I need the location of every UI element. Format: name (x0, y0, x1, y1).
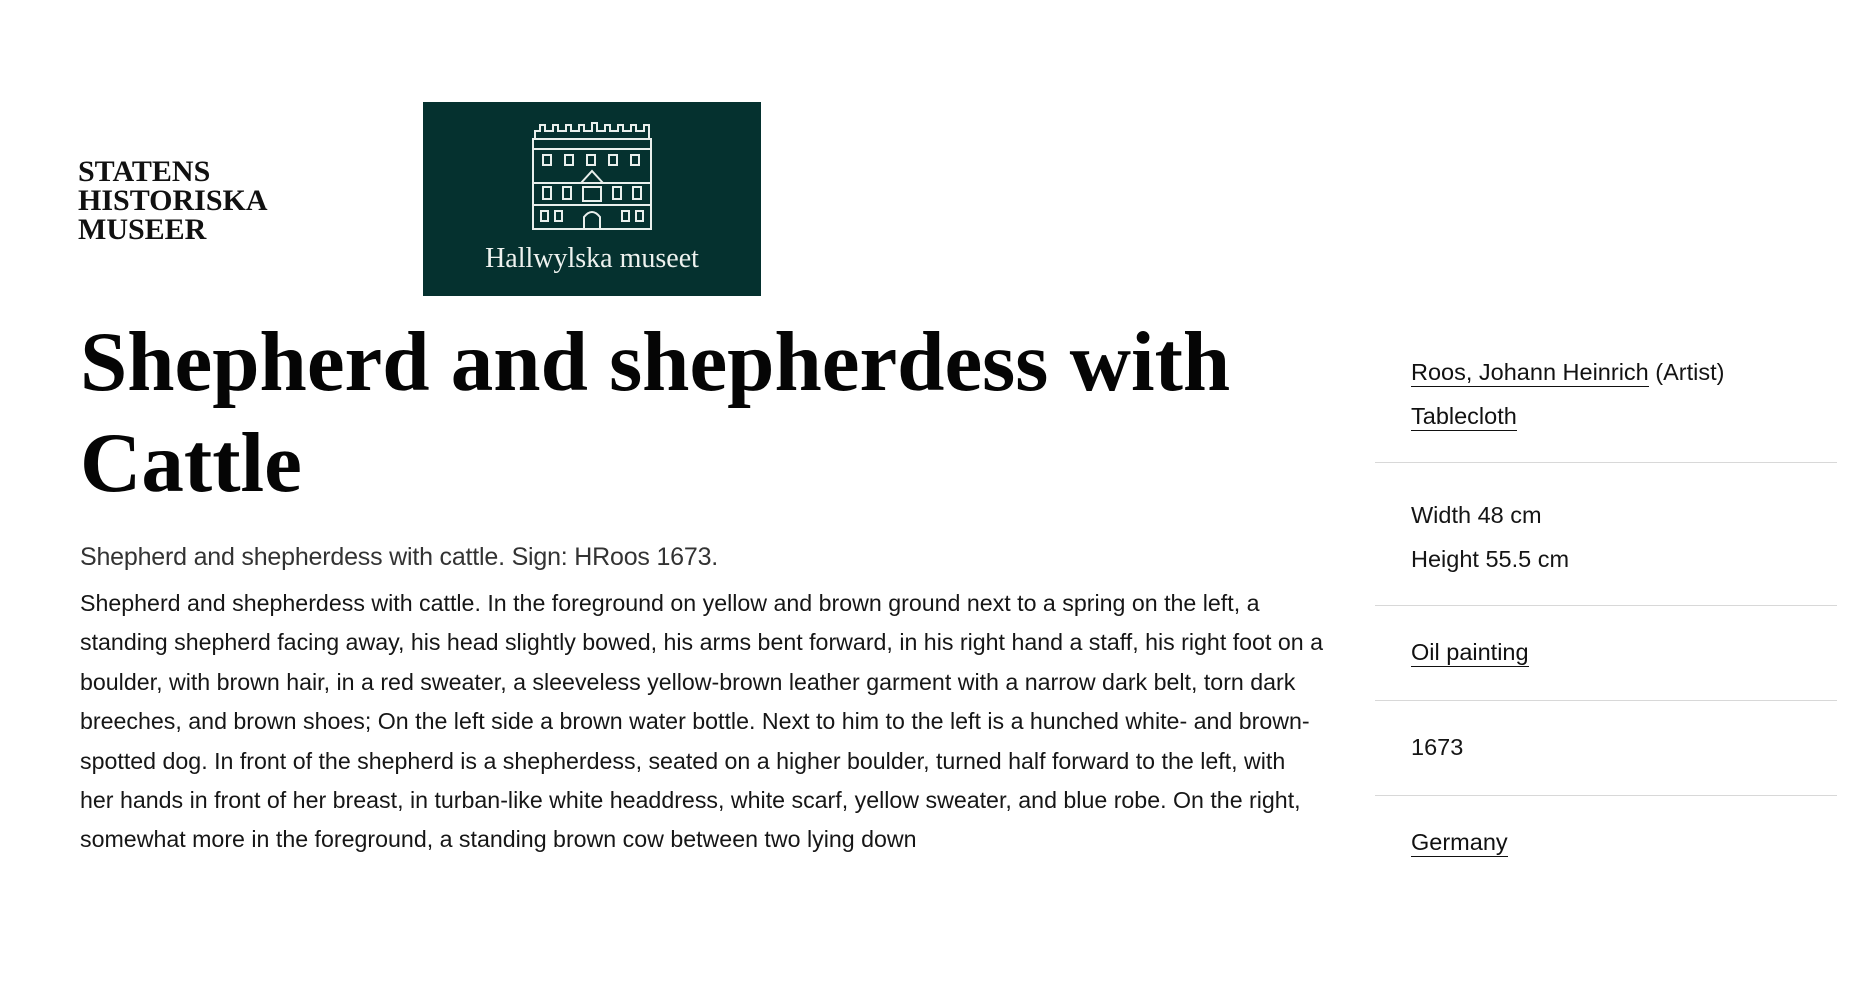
object-description: Shepherd and shepherdess with cattle. In the foreground on yellow and brown ground next to a spring on the left, a standing shepherd facing away, his head slightly bowed, his arms bent forward, in his right hand a staff, his right foot on a boulder, with brown hair, in a red sweater, a sleeveless yellow-brown leather garment with a narrow dark belt, torn dark breeches, and brown shoes; On the left side a brown water bottle. Next to him to the left is a hunched white- and brown-spotted dog. In front of the shepherd is a shepherdess, seated on a higher boulder, turned half forward to the left, with her hands in front of her breast, in turban-like white headdress, white scarf, yellow sweater, and blue robe. On the right, somewhat more in the foreground, a standing brown cow between two lying down (80, 590, 1323, 853)
hallwylska-museet-badge[interactable] (423, 102, 761, 296)
date-value: 1673 (1411, 734, 1464, 760)
dimensions-section (1375, 463, 1837, 606)
technique-link[interactable]: Oil painting (1411, 639, 1529, 665)
date-section (1375, 701, 1837, 796)
creator-role: (Artist) (1655, 359, 1725, 385)
place-row (1411, 826, 1837, 858)
logo-line-3: MUSEER (78, 213, 207, 246)
creator-section (1375, 350, 1837, 463)
logo-line-1: STATENS (78, 155, 211, 188)
object-metadata-sidebar (1375, 350, 1837, 868)
technique-row (1411, 636, 1837, 668)
creator-link[interactable]: Roos, Johann Heinrich (1411, 359, 1649, 385)
place-section (1375, 796, 1837, 868)
technique-section (1375, 606, 1837, 701)
logo-line-2: HISTORISKA (78, 184, 268, 217)
width-value: Width 48 cm (1411, 502, 1542, 528)
statens-historiska-museer-logo[interactable] (78, 157, 268, 244)
museum-building-icon (529, 121, 655, 233)
object-subtitle: Shepherd and shepherdess with cattle. Sign: HRoos 1673. (80, 543, 719, 571)
page-title: Shepherd and shepherdess with Cattle (80, 315, 1231, 510)
museum-badge-label: Hallwylska museet (485, 243, 699, 274)
category-row (1411, 400, 1837, 432)
height-value: Height 55.5 cm (1411, 546, 1570, 572)
category-link[interactable]: Tablecloth (1411, 403, 1517, 429)
creator-row (1411, 356, 1837, 388)
place-link[interactable]: Germany (1411, 829, 1508, 855)
